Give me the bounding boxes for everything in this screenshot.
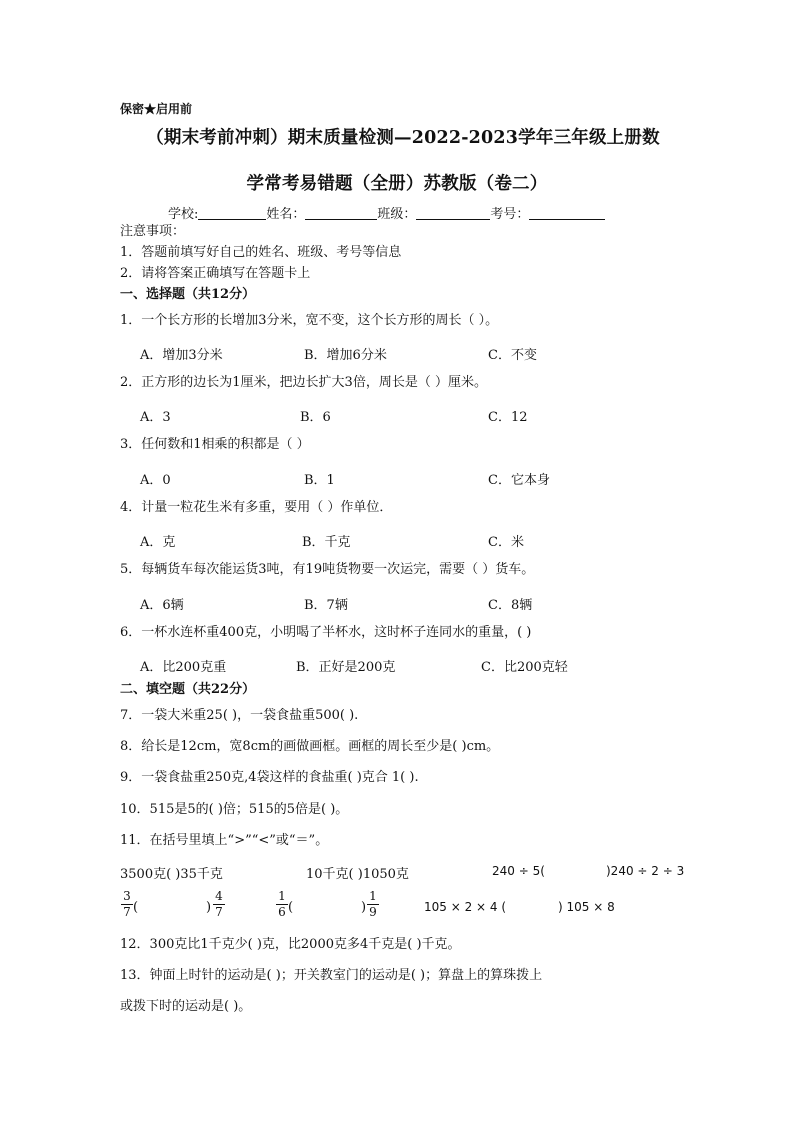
fill-question-13-continued: 或拨下时的运动是( )。 xyxy=(120,999,252,1014)
option-a[interactable]: A．0 xyxy=(140,473,171,488)
option-a[interactable]: A．6辆 xyxy=(140,598,184,613)
option-c[interactable]: C．它本身 xyxy=(488,473,550,488)
compare-expression: 240 ÷ 5( xyxy=(492,864,545,878)
question-stem: 4．计量一粒花生米有多重，要用（ ）作单位． xyxy=(120,500,393,515)
fraction-numerator: 1 xyxy=(278,889,286,903)
question-stem: 3．任何数和1相乘的积都是（ ） xyxy=(120,437,310,452)
option-c[interactable]: C．8辆 xyxy=(488,598,533,613)
fill-question-13: 13．钟面上时针的运动是( )；开关教室门的运动是( )；算盘上的算珠拨上 xyxy=(120,968,543,983)
option-b[interactable]: B．7辆 xyxy=(304,598,348,613)
fraction-denominator: 6 xyxy=(278,905,286,919)
question-stem: 6．一杯水连杯重400克，小明喝了半杯水，这时杯子连同水的重量，( ) xyxy=(120,625,532,640)
blank-open: ( xyxy=(288,900,294,915)
class-blank[interactable] xyxy=(416,207,490,220)
name-blank[interactable] xyxy=(305,207,377,220)
fraction xyxy=(276,890,288,919)
confidential-mark: 保密★启用前 xyxy=(120,102,193,116)
option-c[interactable]: C．不变 xyxy=(488,348,537,363)
fill-question-9: 9．一袋食盐重250克,4袋这样的食盐重( )克合 1( ). xyxy=(120,770,419,785)
option-a[interactable]: A．增加3分米 xyxy=(140,348,223,363)
option-c[interactable]: C．米 xyxy=(488,535,524,550)
school-blank[interactable] xyxy=(198,207,266,220)
question-stem: 2．正方形的边长为1厘米，把边长扩大3倍，周长是（ ）厘米。 xyxy=(120,375,487,390)
fraction-denominator: 7 xyxy=(215,905,223,919)
fraction-numerator: 1 xyxy=(369,889,377,903)
compare-item: 3500克( )35千克 xyxy=(120,867,223,882)
note-item: 1．答题前填写好自己的姓名、班级、考号等信息 xyxy=(120,245,402,260)
option-b[interactable]: B．增加6分米 xyxy=(304,348,387,363)
id-blank[interactable] xyxy=(529,207,605,220)
notes-heading: 注意事项： xyxy=(120,224,186,239)
class-label: 班级： xyxy=(377,207,417,222)
id-label: 考号： xyxy=(490,207,530,222)
question-stem: 1．一个长方形的长增加3分米，宽不变，这个长方形的周长（ ）。 xyxy=(120,313,499,328)
fill-question-7: 7．一袋大米重25( )，一袋食盐重500( ). xyxy=(120,708,359,723)
option-c[interactable]: C．12 xyxy=(488,410,528,425)
name-label: 姓名： xyxy=(266,207,306,222)
fill-question-11: 11．在括号里填上“>”“<”或“＝”。 xyxy=(120,833,329,848)
school-label: 学校: xyxy=(168,207,199,222)
student-info-line xyxy=(168,203,605,222)
exam-title-line2: 学常考易错题（全册）苏教版（卷二） xyxy=(246,174,548,194)
option-a[interactable]: A．比200克重 xyxy=(140,660,227,675)
blank-open: ( xyxy=(133,900,139,915)
compare-expression: 105 × 2 × 4 ( xyxy=(424,900,507,914)
fraction-denominator: 7 xyxy=(123,905,131,919)
compare-expression: )240 ÷ 2 ÷ 3 xyxy=(606,864,685,878)
option-c[interactable]: C．比200克轻 xyxy=(481,660,568,675)
question-stem: 5．每辆货车每次能运货3吨，有19吨货物要一次运完，需要（ ）货车。 xyxy=(120,562,535,577)
note-item: 2．请将答案正确填写在答题卡上 xyxy=(120,266,311,281)
fraction xyxy=(121,890,133,919)
option-b[interactable]: B．1 xyxy=(304,473,335,488)
section1-heading: 一、选择题（共12分） xyxy=(120,287,256,302)
fraction-numerator: 3 xyxy=(123,889,131,903)
fraction-denominator: 9 xyxy=(369,905,377,919)
fraction xyxy=(213,890,225,919)
fraction-numerator: 4 xyxy=(215,889,223,903)
blank-close: ) xyxy=(206,900,212,915)
exam-title-line1: （期末考前冲刺）期末质量检测—2022-2023学年三年级上册数 xyxy=(146,128,660,148)
option-b[interactable]: B．6 xyxy=(300,410,331,425)
option-a[interactable]: A．3 xyxy=(140,410,171,425)
section2-heading: 二、填空题（共22分） xyxy=(120,682,256,697)
fraction xyxy=(367,890,379,919)
blank-close: ) xyxy=(361,900,367,915)
option-a[interactable]: A．克 xyxy=(140,535,176,550)
compare-expression: ) 105 × 8 xyxy=(558,900,615,914)
fill-question-12: 12．300克比1千克少( )克，比2000克多4千克是( )千克。 xyxy=(120,937,461,952)
option-b[interactable]: B．千克 xyxy=(302,535,351,550)
option-b[interactable]: B．正好是200克 xyxy=(296,660,396,675)
compare-item: 10千克( )1050克 xyxy=(306,867,409,882)
fill-question-8: 8．给长是12cm，宽8cm的画做画框。画框的周长至少是( )cm。 xyxy=(120,739,500,754)
fill-question-10: 10．515是5的( )倍；515的5倍是( )。 xyxy=(120,802,349,817)
